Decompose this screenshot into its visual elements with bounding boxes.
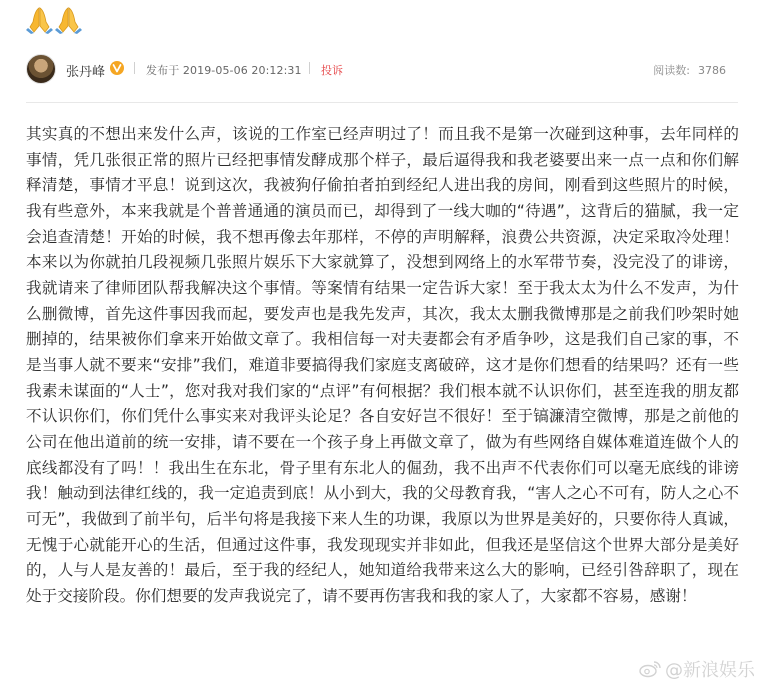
folded-hands-icon	[55, 4, 82, 34]
publish-time: 发布于 2019-05-06 20:12:31	[146, 64, 302, 77]
post-header	[26, 54, 738, 84]
folded-hands-icon	[26, 4, 53, 34]
avatar[interactable]	[26, 54, 56, 84]
weibo-logo-icon	[639, 660, 661, 678]
divider	[134, 62, 135, 74]
post-body: 其实真的不想出来发什么声，该说的工作室已经声明过了！而且我不是第一次碰到这种事，去年同样的事情，凭几张很正常的照片已经把事情发酵成那个样子，最后逼得我和我老婆要出来一点一点和你们解释清楚，事情才平息！说到这次，我被狗仔偷拍者拍到经纪人进出我的房间，刚看到这些照片的时候，我有些意外，本来我就是个普普通通的演员而已，却得到了一线大咖的“待遇”，这背后的猫腻，我一定会追查清楚！开始的时候，我不想再像去年那样，不停的声明解释，浪费公共资源，决定采取冷处理！本来以为你就拍几段视频几张照片娱乐下大家就算了，没想到网络上的水军带节奏，没完没了的诽谤，我就请来了律师团队帮我解决这个事情。等案情有结果一定告诉大家！至于我太太为什么不发声，为什么删微博，首先这件事因我而起，要发声也是我先发声，其次，我太太删我微博那是之前我们吵架时她删掉的，结果被你们拿来开始做文章了。我相信每一对夫妻都会有矛盾争吵，这是我们自己家的事，不是当事人就不要来“安排”我们，难道非要搞得我们家庭支离破碎，这才是你们想看的结果吗？还有一些我素未谋面的“人士”，您对我对我们家的“点评”有何根据？我们根本就不认识你们，甚至连我的朋友都不认识你们，你们凭什么事实来对我评头论足？各自安好岂不很好！至于镐濂清空微博，那是之前他的公司在他出道前的统一安排，请不要在一个孩子身上再做文章了，做为有些网络自媒体难道连做个人的底线都没有了吗！！我出生在东北，骨子里有东北人的倔劲，我不出声不代表你们可以毫无底线的诽谤我！触动到法律红线的，我一定追责到底！从小到大，我的父母教育我，“害人之心不可有，防人之心不可无”，我做到了前半句，后半句将是我接下来人生的功课，我原以为世界是美好的，只要你待人真诚，无愧于心就能开心的生活，但通过这件事，我发现现实并非如此，但我还是坚信这个世界大部分是美好的，人与人是友善的！最后，至于我的经纪人，她知道给我带来这么大的影响，已经引咎辞职了，现在处于交接阶段。你们想要的发声我说完了，请不要再伤害我和我的家人了，大家都不容易，感谢！	[26, 125, 739, 605]
read-count-label: 阅读数:	[653, 64, 690, 77]
emoji-row	[26, 4, 82, 36]
read-count	[653, 62, 726, 78]
watermark-text: @新浪娱乐	[665, 660, 755, 681]
divider	[309, 62, 310, 74]
report-link[interactable]: 投诉	[321, 64, 343, 77]
header-divider	[26, 102, 738, 103]
watermark	[639, 656, 755, 682]
read-count-value: 3786	[698, 64, 726, 77]
verified-badge-icon	[110, 61, 124, 75]
author-name[interactable]: 张丹峰	[66, 65, 106, 80]
